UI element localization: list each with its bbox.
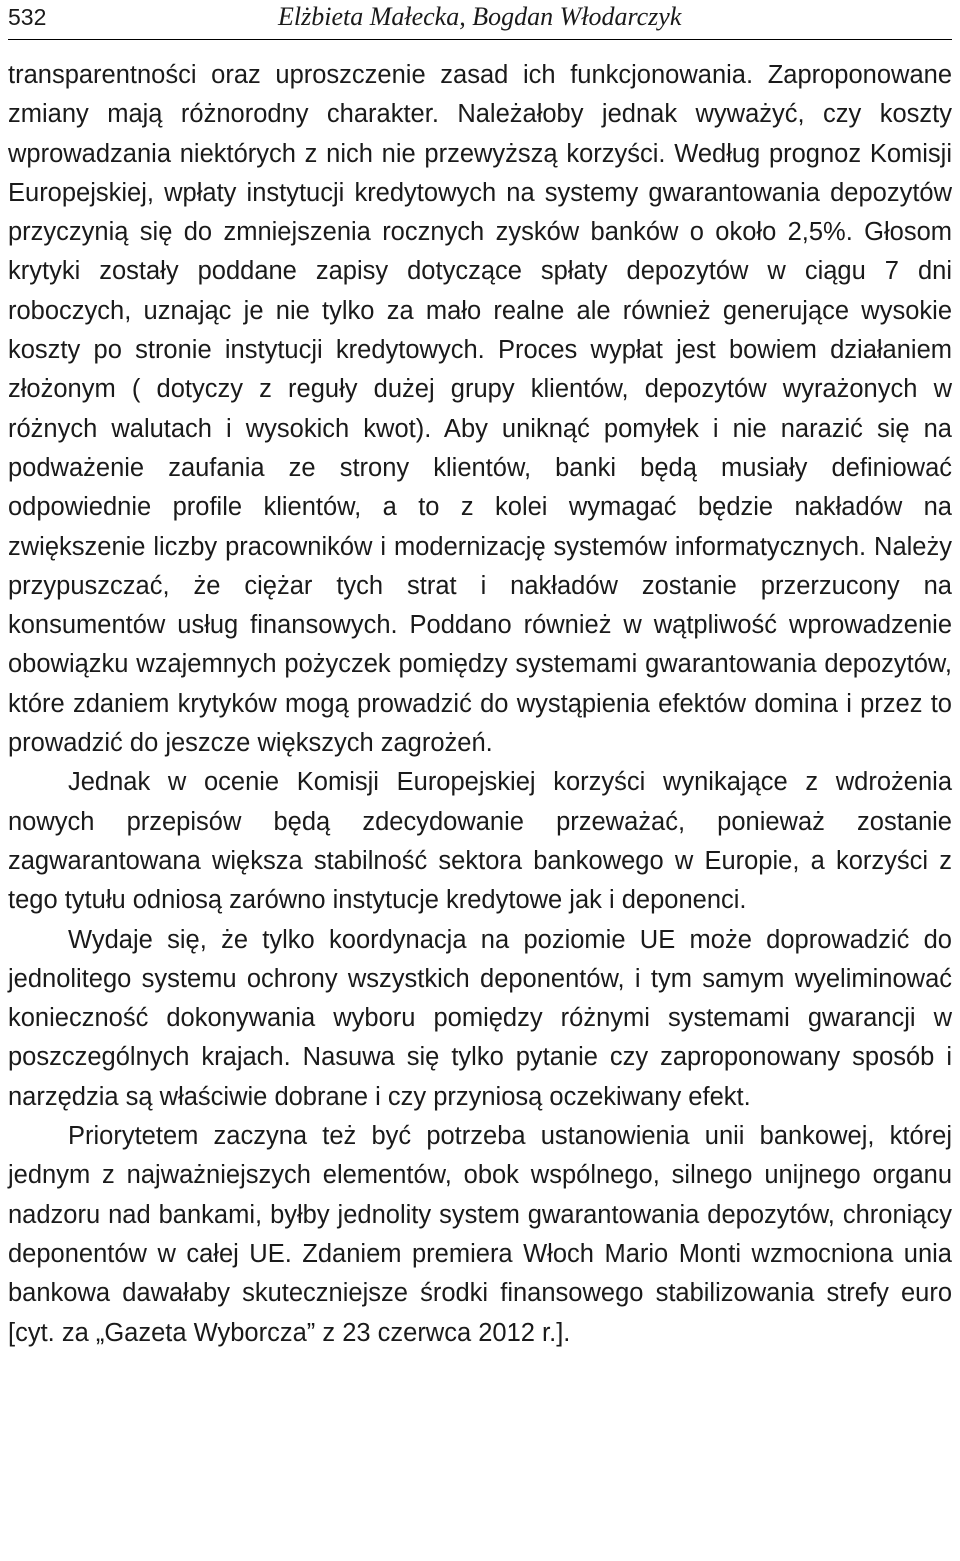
body-text xyxy=(8,56,952,1353)
header-authors: Elżbieta Małecka, Bogdan Włodarczyk xyxy=(278,2,682,31)
paragraph: Wydaje się, że tylko koordynacja na poziomie UE może doprowadzić do jednolitego systemu ochrony wszystkich deponentów, i tym samym wyeliminować konieczność dokonywania wyboru pomiędzy różnymi systemami gwarancji w poszczególnych krajach. Nasuwa się tylko pytanie czy zaproponowany sposób i narzędzia są właściwie dobrane i czy przyniosą oczekiwany efekt. xyxy=(8,925,952,1111)
paragraph-continued: transparentności oraz uproszczenie zasad ich funkcjonowania. Zaproponowane zmiany mają różnorodny charakter. Należałoby jednak wyważyć, czy koszty wprowadzania niektórych z nich nie przewyższą korzyści. Według prognoz Komisji Europejskiej, wpłaty instytucji kredytowych na systemy gwarantowania depozytów przyczynią się do zmniejszenia rocznych zysków banków o około 2,5%. Głosom krytyki zostały poddane zapisy dotyczące spłaty depozytów w ciągu 7 dni roboczych, uznając je nie tylko za mało realne ale również generujące wysokie koszty po stronie instytucji kredytowych. Proces wypłat jest bowiem działaniem złożonym ( dotyczy z reguły dużej grupy klientów, depozytów wyrażonych w różnych walutach i wysokich kwot). Aby uniknąć pomyłek i nie narazić się na podważenie zaufania ze strony klientów, banki będą musiały definiować odpowiednie profile klientów, a to z kolei wymagać będzie nakładów na zwiększenie liczby pracowników i modernizację systemów informatycznych. Należy przypuszczać, że ciężar tych strat i nakładów zostanie przerzucony na konsumentów usług finansowych. Poddano również w wątpliwość wprowadzenie obowiązku wzajemnych pożyczek pomiędzy systemami gwarantowania depozytów, które zdaniem krytyków mogą prowadzić do wystąpienia efektów domina i przez to prowadzić do jeszcze większych zagrożeń. xyxy=(8,61,952,758)
running-header xyxy=(8,0,952,38)
paragraph: Jednak w ocenie Komisji Europejskiej korzyści wynikające z wdrożenia nowych przepisów będą zdecydowanie przeważać, ponieważ zostanie zagwarantowana większa stabilność sektora bankowego w Europie, a korzyści z tego tytułu odniosą zarówno instytucje kredytowe jak i deponenci. xyxy=(8,768,952,915)
header-divider xyxy=(8,39,952,40)
page-number: 532 xyxy=(8,4,47,30)
paragraph: Priorytetem zaczyna też być potrzeba ustanowienia unii bankowej, której jednym z najważniejszych elementów, obok wspólnego, silnego unijnego organu nadzoru nad bankami, byłby jednolity system gwarantowania depozytów, chroniący deponentów w całej UE. Zdaniem premiera Włoch Mario Monti wzmocniona unia bankowa dawałaby skuteczniejsze środki finansowego stabilizowania strefy euro [cyt. za „Gazeta Wyborcza” z 23 czerwca 2012 r.]. xyxy=(8,1122,952,1347)
